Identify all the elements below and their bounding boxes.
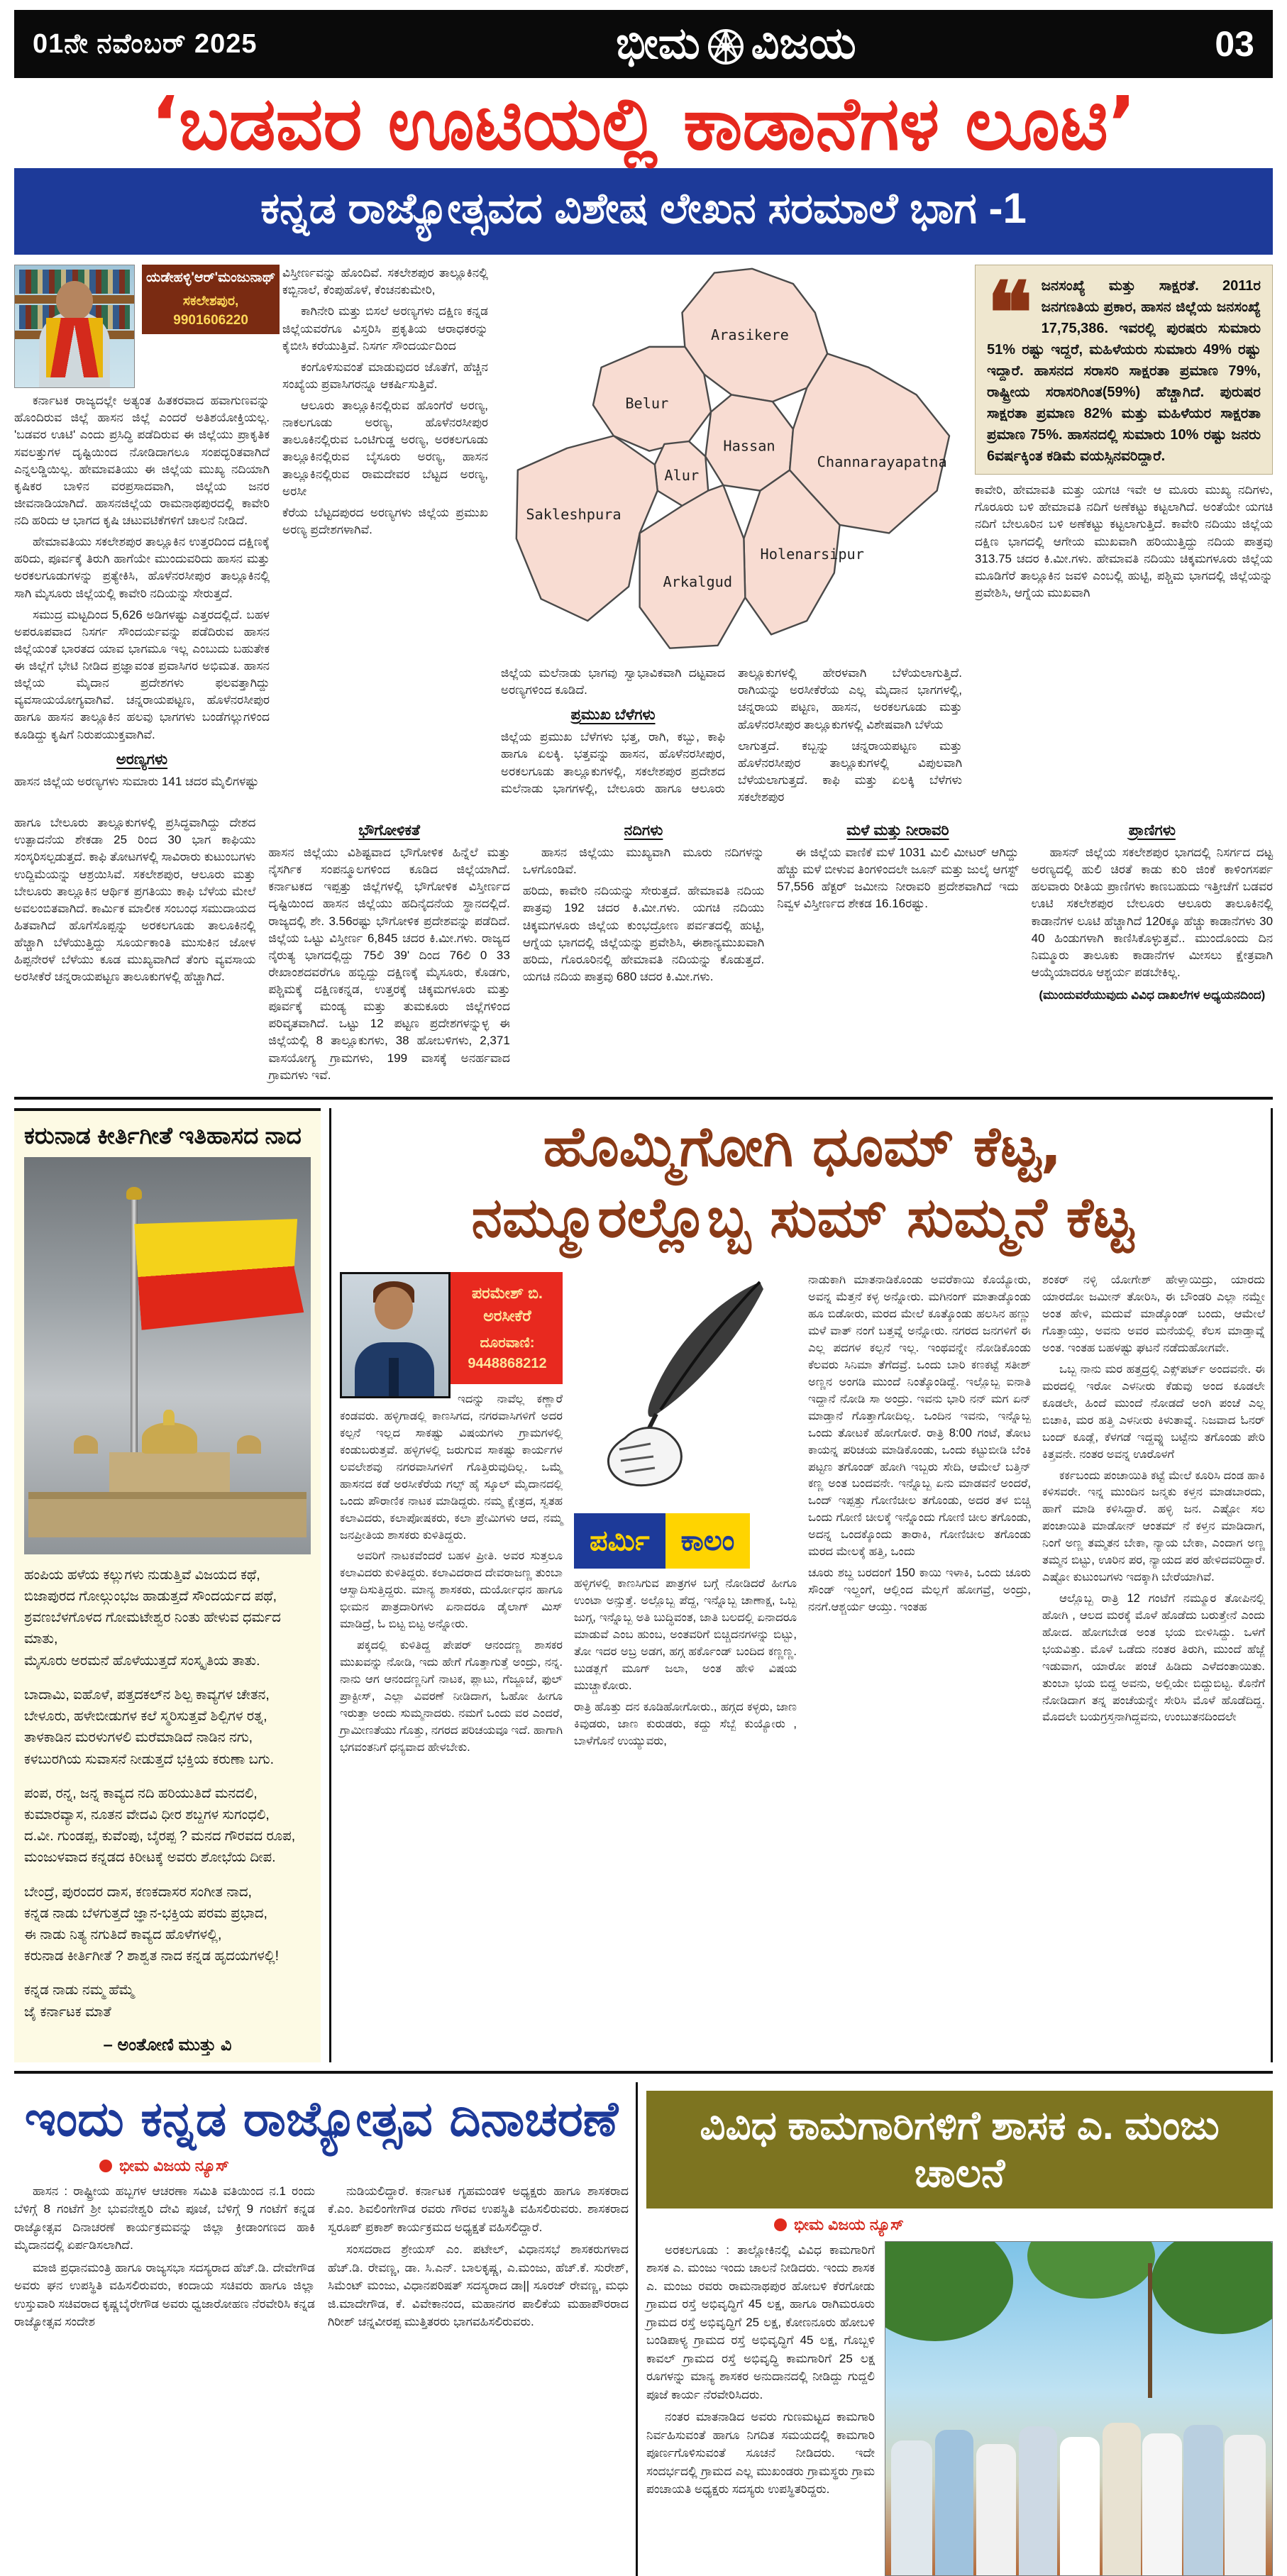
body-paragraph: ಸಂಸದರಾದ ಶ್ರೇಯಸ್ ಎಂ. ಪಟೇಲ್, ವಿಧಾನಸಭೆ ಶಾಸಕರುಗಳಾದ ಹೆಚ್.ಡಿ. ರೇವಣ್ಣ, ಡಾ. ಸಿ.ಎನ್. ಬಾಲಕೃಷ್ಣ, ಎ.ಮಂಜು, ಹೆಚ್.ಕೆ. ಸುರೇಶ್, ಸಿಮೆಂಟ್ ಮಂಜು, ವಿಧಾನಪರಿಷತ್ ಸದಸ್ಯರಾದ ಡಾ|| ಸೂರಜ್ ರೇವಣ್ಣ, ಮಧು ಜಿ.ಮಾದೇಗೌಡ, ಕೆ. ವಿವೇಕಾನಂದ, ಮಹಾನಗರ ಪಾಲಿಕೆಯ ಮಹಾಪೌರರಾದ ಗಿರೀಶ್ ಚನ್ನವೀರಪ್ಪ ಮುತ್ತಿತರರು ಭಾಗವಹಿಸಲಿರುವರು. [328,2243,629,2329]
map-label-arasikere: Arasikere [711,326,789,344]
article1-bottom-col5 [1032,814,1273,1088]
article-manju-works [638,2082,1273,2576]
brand-word-left: ಭೀಮ [616,19,700,68]
credit-text: ಭೀಮ ವಿಜಯ ನ್ಯೂಸ್ [119,2156,229,2174]
poem-stanza-1: ಹಂಪಿಯ ಹಳೆಯ ಕಲ್ಲುಗಳು ನುಡುತ್ತಿವೆ ವಿಜಯದ ಕಥೆ, ಬಿಜಾಪುರದ ಗೋಲ್ಗುಂಭಜ ಹಾಡುತ್ತದೆ ಸೌಂದರ್ಯದ ಪಥೆ, ಶ್ರವಣಬೆಳಗೊಳದ ಗೋಮಟೇಶ್ವರ ನಿಂತು ಹೇಳುವ ಧರ್ಮದ ಮಾತು, ಮೈಸೂರು ಅರಮನೆ ಹೊಳೆಯುತ್ತದೆ ಸಂಸ್ಕೃತಿಯ ತಾತು. [24,1566,281,1669]
hassan-district-map [501,265,962,662]
author-photo-manjunath [14,265,135,388]
author-name: ಯಡೇಹಳ್ಳಿ'ಆರ್'ಮಂಜುನಾಥ್ [146,270,276,285]
body-paragraph: ಲಾಗುತ್ತದೆ. ಕಬ್ಬನ್ನು ಚನ್ನರಾಯಪಟ್ಟಣ ಮತ್ತು ಹೊಳೆನರಸೀಪುರ ತಾಲ್ಲೂಕುಗಳಲ್ಲಿ ವಿಪುಲವಾಗಿ ಬೆಳೆಯಲಾಗುತ್ತದೆ. ಕಾಫಿ ಮತ್ತು ಏಲಕ್ಕಿ ಬೆಳೆಗಳು ಸಕಲೇಶಪುರ [738,739,962,805]
quill-hand-illustration [582,1275,788,1509]
body-paragraph: ಕರ್ನಾಟಕ ರಾಜ್ಯದಲ್ಲೇ ಅತ್ಯಂತ ಹಿತಕರವಾದ ಹವಾಗುಣವನ್ನು ಹೊಂದಿರುವ ಜಿಲ್ಲೆ ಹಾಸನ ಜಿಲ್ಲೆ ಎಂದರೆ ಅತಿಶಯೋಕ್ತಿಯಲ್ಲ. 'ಬಡವರ ಊಟಿ' ಎಂದು ಪ್ರಸಿದ್ಧಿ ಪಡೆದಿರುವ ಈ ಜಿಲ್ಲೆಯು ಪ್ರಾಕೃತಿಕ ಸವಲತ್ತುಗಳ ದೃಷ್ಟಿಯಿಂದ ನೋಡಿದಾಗಲೂ ಸಂಪದ್ಭರಿತವಾಗಿದೆ ಎನ್ನಲಡ್ಡಿಯಿಲ್ಲ. ಹೇಮಾವತಿಯು ಈ ಜಿಲ್ಲೆಯ ಮುಖ್ಯ ನದಿಯಾಗಿ ಕೃಷಿಕರ ಬಾಳಿನ ವರಪ್ರಸಾದವಾಗಿ, ಜಿಲ್ಲೆಯ ಜನರ ಜೀವನಾಡಿಯಾಗಿದೆ. ಹಾಸನಜಿಲ್ಲೆಯ ರಾಮನಾಥಪುರದಲ್ಲಿ ಕಾವೇರಿ ನದಿ ಹರಿದು ಆ ಭಾಗದ ಕೃಷಿ ಚಟುವಟಿಕೆಗಳಿಗೆ ಚಾಲನೆ ನೀಡಿದೆ. [14,394,270,528]
karnataka-flag [134,1212,304,1330]
body-paragraph: ಈ ಜಿಲ್ಲೆಯ ವಾಣಿಕೆ ಮಳೆ 1031 ಮಿಲಿ ಮೀಟರ್ ಆಗಿದ್ದು ಹೆಚ್ಚು ಮಳೆ ಬೀಳುವ ತಿಂಗಳಿಂದಲೇ ಜೂನ್ ಮತ್ತು ಜುಲೈ ಆಗಸ್ಟ್ 57,556 ಹೆಕ್ಟರ್ ಜಮೀನು ನೀರಾವರಿ ಪ್ರದೇಶವಾಗಿದೆ ಇದು ನಿವ್ವಳ ವಿಸ್ತೀರ್ಣದ ಶೇಕಡ 16.16ರಷ್ಟು. [777,846,1019,911]
poem-text [24,1564,311,2023]
body-paragraph: ಕಾವೇರಿ, ಹೇಮಾವತಿ ಮತ್ತು ಯಗಚಿ ಇವೇ ಆ ಮೂರು ಮುಖ್ಯ ನದಿಗಳು, ಗೊರೂರು ಬಳಿ ಹೇಮಾವತಿ ನದಿಗೆ ಅಣೆಕಟ್ಟು ಕಟ್ಟಲಾಗಿದೆ. ಅಂತೆಯೇ ಯಗಚಿ ನದಿಗೆ ಬೇಲೂರಿನ ಬಳಿ ಅಣೆಕಟ್ಟು ಕಟ್ಟಲಾಗುತ್ತಿದೆ. ಕಾವೇರಿ ನದಿಯು ಜಿಲ್ಲೆಯ ದಕ್ಷಿಣ ಭಾಗದಲ್ಲಿ ಆಗೇಯ ಮುಖವಾಗಿ ಹರಿಯುತ್ತಿದ್ದು ನದಿಯ ಪಾತ್ರವು 313.75 ಚದರ ಕಿ.ಮೀ.ಗಳು. ಹೇಮಾವತಿ ನದಿಯು ಚಿಕ್ಕಮಗಳೂರು ಜಿಲ್ಲೆಯ ಮೂಡಿಗೆರೆ ತಾಲ್ಲೂಕಿನ ಜವಳಿ ಎಂಬಲ್ಲಿ ಹುಟ್ಟಿ, ಪಶ್ಚಿಮ ಭಾಗದಲ್ಲಿ ಜಿಲ್ಲೆಯನ್ನು ಪ್ರವೇಶಿಸಿ, ಆಗ್ನೆಯ ಮುಖವಾಗಿ [975,483,1273,599]
body-paragraph: ಇದನ್ನು ನಾವೆಲ್ಲ ಕಣ್ಣಾರೆ ಕಂಡವರು. ಹಳ್ಳಿಗಾಡಲ್ಲಿ ಕಾಣಸಿಗದ, ನಗರವಾಸಿಗಳಿಗೆ ಅದರ ಕಲ್ಪನೆ ಇಲ್ಲದ ಸಾಕಷ್ಟು ವಿಷಯಗಳು ಗ್ರಾಮಗಳಲ್ಲಿ ಕಂಡುಬರುತ್ತವೆ. ಹಳ್ಳಿಗಳಲ್ಲಿ ಜರುಗುವ ಸಾಕಷ್ಟು ಕಾರ್ಯಗಳ ಲವಲೇಶವು ನಗರವಾಸಿಗಳಿಗೆ ಗೊತ್ತಿರುವುದಿಲ್ಲ. ಒಮ್ಮೆ ಹಾಸನದ ಕಡೆ ಅರಸೀಕೆರೆಯ ಗಲ್ಸ್ ಹೈ ಸ್ಕೂಲ್ ಮೈದಾನದಲ್ಲಿ ಒಂದು ಪೌರಾಣಿಕ ನಾಟಕ ಮಾಡಿದ್ದರು. ನಮ್ಮ ಕ್ಷೇತ್ರದ, ಸ್ವತಹ ಕಲಾವಿದರು, ಕಲಾಪೋಷಕರು, ಕಲಾ ಪ್ರೇಮಿಗಳು ಆದ, ನಮ್ಮ ಜನಪ್ರೀತಿಯ ಶಾಸಕರು ಕುಳಿತಿದ್ದರು. [340,1393,563,1542]
body-paragraph: ಹಾಸನ ಜಿಲ್ಲೆಯು ಮುಖ್ಯವಾಗಿ ಮೂರು ನದಿಗಳನ್ನು ಒಳಗೊಂಡಿವೆ. [522,846,765,877]
article1-byline-box [142,265,280,334]
taluk-shape-sakleshpura [517,436,658,621]
body-paragraph: ಆಲೂರು ತಾಲ್ಲೂಕಿನಲ್ಲಿರುವ ಹೊಂಗೆರೆ ಅರಣ್ಯ, ನಾಕಲಗೂಡು ಅರಣ್ಯ, ಹೊಳೆನರಸೀಪುರ ತಾಲೂಕಿನಲ್ಲಿರುವ ಒಂಟಿಗುಡ್ಡ ಅರಣ್ಯ, ಅರಕಲಗೂಡು ತಾಲ್ಲೂಕಿನಲ್ಲಿರುವ ಬೈಸೂರು ಅರಣ್ಯ, ಹಾಸನ ತಾಲ್ಲೂಕಿನಲ್ಲಿರುವ ರಾಮದೇವರ ಬೆಟ್ಟದ ಅರಣ್ಯ, ಅರಸೀ [282,399,488,498]
poem-title: ಕರುನಾಡ ಕೀರ್ತಿಗೀತೆ ಇತಿಹಾಸದ ನಾದ [24,1122,302,1149]
article1-column3 [501,665,962,806]
flag-stick [1148,2263,1152,2398]
rajyotsava-col1 [14,2182,315,2335]
poem-stanza-3: ಪಂಪ, ರನ್ನ, ಜನ್ನ ಕಾವ್ಯದ ನದಿ ಹರಿಯುತಿದೆ ಮನದಲಿ, ಕುಮಾರವ್ಯಾಸ, ನೂತನ ವೇದವಿ ಧೀರ ಶಬ್ದಗಳ ಸುಗಂಧಲಿ, ದ.ವೀ. ಗುಂಡಪ್ಪ, ಕುವೆಂಪು, ಬೈರಪ್ಪ ? ಮನದ ಗೌರವದ ರೂಪ, ಮಂಜುಳವಾದ ಕನ್ನಡದ ಕಿರೀಟಕ್ಕೆ ಅವರು ಶೋಭೆಯ ದೀಪ. [24,1785,296,1866]
map-label-channarayapatna: Channarayapatna [817,453,947,471]
population-pull-quote [975,265,1273,475]
body-paragraph: ನಾಡುಕಾಗಿ ಮಾತನಾಡಿಕೊಂಡು ಅವರೆಕಾಯಿ ಕೊಯ್ಯೋರು, ಅವನ್ನ ಮೆತ್ತನೆ ಕಳ್ಳ ಅನ್ನೋರು. ಮಗಿನಂಗ್ ಮಾತಾಡ್ಕೊಂಡು ಹೂ ಬಿಡೋರು, ಮರದ ಮೇಲೆ ಕೂತ್ಕೊಂಡು ಹಲಸಿನ ಹಣ್ಣು ಮಳೆ ವಾತ್ ನಂಗೆ ಬತ್ತವ್ನೆ ಅನ್ನೋರು. ನಗರದ ಜನಗಳಿಗೆ ಈ ಎಲ್ಲ ಪದಗಳ ಕಲ್ಪನೆ ಇಲ್ಲ. ಇಂಥವನ್ನೇ ನೋಡಿಕೊಂಡು ಕೆಲವರು ಸಿನಿಮಾ ತೆಗೆದವ್ರೆ. ಒಂದು ಬಾರಿ ಕಣಕಟ್ಟೆ ಸತೀಶ್ ಅಣ್ಣನ ಅಂಗಡಿ ಮುಂದೆ ನಿಂತ್ಕೊಂಡಿದ್ದೆ. ಇಲ್ಲೊಬ್ಬ ಐನಾತಿ ಇದ್ದಾನೆ ನೋಡಿ ಸಾ ಅಂದ್ರು. ಇವನು ಭಾರಿ ನನ್ ಮಗ ಏನ್ ಮಾಡ್ತಾನೆ ಗೊತ್ತಾಗೋದಿಲ್ಲ. ಒಂದಿನ ಇವನು, ಇನ್ನೊಬ್ಬ ಒಂದು ತೋಟಕೆ ಹೋಗೋರೆ. ರಾತ್ರಿ 8:00 ಗಂಟೆ, ತೋಟ ಕಾಯನ್ನ ಪರಿಚಯ ಮಾಡಿಕೊಂಡು, ಒಂದು ಕಟ್ಟುಬೀಡಿ ಬೆಂಕಿ ಪಟ್ಟಣ ತಗೊಂಡ್ ಹೋಗಿ ಇಬ್ಬರು ಸೇದಿ, ಆಮೇಲೆ ಬತ್ತಿನ್ ಕಣ್ಣ ಅಂತ ಬಂದವನೇ. ಇನ್ನೊಬ್ಬ ಏನು ಮಾಡವನೆ ಅಂದರೆ, ಒಂದ್ ಇಪ್ಪತ್ತು ಗೋಣಿಚೀಲ ತಗೊಂಡು, ಅದರ ತಳ ಬಿಚ್ಚಿ ಒಂದು ಗೋಣಿ ಚೀಲಕ್ಕೆ ಇನ್ನೊಂದು ಗೋಣಿ ಚೀಲ ತಗೊಂಡು, ಅದನ್ನ ಒಂದಕ್ಕೊಂದು ತಾರಾಕಿ, ಗೋಣಿಚೀಲ ತಗೊಂಡು ಮರದ ಮೇಲಕ್ಕೆ ಹತ್ತಿ, ಒಂದು [808,1273,1031,1559]
body-paragraph: ಹಾಸನ : ರಾಷ್ಟ್ರೀಯ ಹಬ್ಬಗಳ ಆಚರಣಾ ಸಮಿತಿ ವತಿಯಿಂದ ನ.1 ರಂದು ಬೆಳಿಗ್ಗೆ 8 ಗಂಟೆಗೆ ಶ್ರೀ ಭುವನೇಶ್ವರಿ ದೇವಿ ಪೂಜೆ, ಬೆಳಿಗ್ಗೆ 9 ಗಂಟೆಗೆ ಕನ್ನಡ ರಾಜ್ಯೋತ್ಸವ ದಿನಾಚರಣೆ ಕಾರ್ಯಕ್ರಮವನ್ನು ಜಿಲ್ಲಾ ಕ್ರೀಡಾಂಗಣದ ಹಾಕಿ ಮೈದಾನದಲ್ಲಿ ಏರ್ಪಡಿಸಲಾಗಿದೆ. [14,2184,315,2252]
body-paragraph: ಕಂಗೊಳಿಸುವಂತೆ ಮಾಡುವುದರ ಜೊತೆಗೆ, ಹೆಚ್ಚಿನ ಸಂಖ್ಯೆಯ ಪ್ರವಾಸಿಗರನ್ನೂ ಆಕರ್ಷಿಸುತ್ತಿವೆ. [282,360,488,391]
masthead-bar [14,10,1273,78]
rajyotsava-headline: ಇಂದು ಕನ್ನಡ ರಾಜ್ಯೋತ್ಸವ ದಿನಾಚರಣೆ [24,2091,619,2147]
article-hassan-special [14,265,1273,1088]
continuation-note: (ಮುಂದುವರೆಯುವುದು ವಿವಿಧ ದಾಖಲೆಗಳ ಅಧ್ಯಯನದಿಂದ) [1039,988,1266,1002]
map-label-alur: Alur [664,467,700,485]
article1-column2 [282,265,488,806]
parmi-author-phone: ದೂರವಾಣಿ: 9448868212 [468,1335,547,1372]
author-photo-paramesh [340,1272,451,1398]
parmi-author-name: ಪರಮೇಶ್ ಬಿ. ಅರಸೀಕೆರೆ [471,1284,543,1325]
article1-bottom-col3 [523,814,764,1088]
subhead-rivers: ನದಿಗಳು [624,822,663,839]
middle-section [14,1108,1273,2062]
vertical-rule [329,1108,331,2062]
body-paragraph: ಒಬ್ಬ ನಾನು ಮರ ಹತ್ತದ್ರಲ್ಲಿ ಎಕ್ಸ್‌ಪರ್ಟ್ ಅಂದವನೇ. ಈ ಮರದಲ್ಲಿ ಇರೋ ಎಳನೀರು ಕೆಡುವು ಅಂದ ಕೂಡಲೇ ಕೂಡಲೇ, ಹಿಂದೆ ಮುಂದೆ ನೋಡದೆ ಅಂಗಿ ಪಂಚೆ ಎಲ್ಲ ಬಿಚಾಕಿ, ಮರ ಹತ್ತಿ ಎಳನೀರು ಕಿಳುತಾವ್ನೆ. ನಿಜವಾದ ಓನರ್ ಬಂದ್ ಕೂಡ್ಲೆ, ಕೆಳಗಡೆ ಇದ್ದವ್ನು ಬಟ್ಟೆನು ತಗೊಂಡು ಪೇರಿ ಕಿತ್ತವನೇ. ನಂತರ ಅವನ್ನ ಊರೊಳಗೆ [1042,1363,1265,1461]
parmi-colB [574,1272,797,1760]
body-paragraph: ಕಾಗಿನೇರಿ ಮತ್ತು ಬಿಸಲೆ ಅರಣ್ಯಗಳು ದಕ್ಷಿಣ ಕನ್ನಡ ಜಿಲ್ಲೆಯವರೆಗೂ ವಿಸ್ತರಿಸಿ ಪ್ರಕೃತಿಯ ಆರಾಧಕರನ್ನು ಕೈಬೀಸಿ ಕರೆಯುತ್ತಿವೆ. ನಿಸರ್ಗ ಸೌಂದರ್ಯದಿಂದ [282,304,488,353]
parmi-colC [808,1272,1031,1760]
subhead-forests: ಅರಣ್ಯಗಳು [116,751,168,768]
parmi-colA [340,1272,563,1760]
body-paragraph: ಚೂರು ಶಬ್ದ ಬರದಂಗೆ 150 ಕಾಯಿ ಇಳಾಕಿ, ಒಂದು ಚೂರು ಸೌಂಡ್ ಇಲ್ದಂಗೆ, ಆಲ್ಲಿಂದ ಮೆಲ್ಲಗೆ ಹೋಗವ್ರೆ, ಅಂದ್ರು, ನನಗೆ.ಆಶ್ಚರ್ಯ ಆಯ್ತು. ಇಂತಹ [808,1566,1031,1613]
issue-date: 01ನೇ ನವೆಂಬರ್ 2025 [33,28,258,59]
body-paragraph: ಹರಿದು, ಕಾವೇರಿ ನದಿಯನ್ನು ಸೇರುತ್ತದೆ. ಹೇಮಾವತಿ ನದಿಯ ಪಾತ್ರವು 192 ಚದರ ಕಿ.ಮೀ.ಗಳು. ಯಗಚಿ ನದಿಯು ಚಿಕ್ಕಮಗಳೂರು ಜಿಲ್ಲೆಯ ಕುಂಭದ್ರೋಣ ಪರ್ವತದಲ್ಲಿ ಹುಟ್ಟಿ, ಆಗ್ನೆಯ ಭಾಗದಲ್ಲಿ ಜಿಲ್ಲೆಯನ್ನು ಪ್ರವೇಶಿಸಿ, ಈಶಾನ್ಯಮುಖವಾಗಿ ಹರಿದು, ಗೊರೂರಿನಲ್ಲಿ ಹೇಮಾವತಿ ನದಿಯನ್ನು ಕೊಡುತ್ತದೆ. ಯಗಚಿ ನದಿಯ ಪಾತ್ರವು 680 ಚದರ ಕಿ.ಮೀ.ಗಳು. [522,884,765,983]
article1-column5 [975,265,1273,806]
body-paragraph: ಶಂಕರ್ ನಳ್ಳಿ ಯೋಗೇಶ್ ಹೇಳ್ತಾಯಿದ್ರು, ಯಾರದು ಯಾರದೋ ಜಮೀನ್ ತೋರಿಸಿ, ಈ ಬೌಂಡರಿ ಎಲ್ಲಾ ನಮ್ದೇ ಅಂತ ಹೇಳಿ, ಮದುವೆ ಮಾಡ್ಕೊಂಡ್ ಬಂದು, ಆಮೇಲೆ ಗೊತ್ತಾಯ್ತು, ಅವನು ಅವರ ಮನೆಯಲ್ಲಿ ಕೆಲಸ ಮಾಡ್ತಾವ್ನೆ ಅಂತ. ಇಂತಹ ಬಹಳಷ್ಟು ಘಟನೆ ನಡೆದುಹೋಗವೇ. [1042,1273,1265,1355]
body-paragraph: ಮಾಜಿ ಪ್ರಧಾನಮಂತ್ರಿ ಹಾಗೂ ರಾಜ್ಯಸಭಾ ಸದಸ್ಯರಾದ ಹೆಚ್.ಡಿ. ದೇವೇಗೌಡ ಅವರು ಘನ ಉಪಸ್ಥಿತಿ ವಹಿಸಲಿರುವರು, ಕಂದಾಯ ಸಚಿವರು ಹಾಗೂ ಜಿಲ್ಲಾ ಉಸ್ತುವಾರಿ ಸಚಿವರಾದ ಕೃಷ್ಣಬೈರೇಗೌಡ ಅವರು ಧ್ವಜಾರೋಹಣ ನೆರವೇರಿಸಿ ಕನ್ನಡ ರಾಜ್ಯೋತ್ಸವ ಸಂದೇಶ [14,2260,315,2329]
poem-stanza-2: ಬಾದಾಮಿ, ಐಹೊಳೆ, ಪತ್ತದಕಲ್‌ನ ಶಿಲ್ಪ ಕಾವ್ಯಗಳ ಚೇತನ, ಬೇಳೂರು, ಹಳೇಬೀಡುಗಳ ಕಲೆ ಸ್ಮರಿಸುತ್ತವೆ ಶಿಲ್ಪಿಗಳ ರತ್ನ, ತಾಳಕಾಡಿನ ಮರಳುಗಳಲಿ ಮರೆಮಾಡಿದೆ ನಾಡಿನ ನಗು, ಕಳಬುರಗಿಯ ಸುವಾಸನೆ ನೀಡುತ್ತದೆ ಭಕ್ತಿಯ ಕರುಣಾ ಬಗು. [24,1686,275,1767]
section-divider [14,1097,1273,1100]
poem-stanza-5: ಕನ್ನಡ ನಾಡು ನಮ್ಮ ಹೆಮ್ಮೆ ಜೈ ಕರ್ನಾಟಕ ಮಾತೆ [24,1982,135,2020]
news-credit [774,2216,1273,2234]
event-group-photo [885,2241,1273,2576]
body-paragraph: ಜಿಲ್ಲೆಯ ಮಲೆನಾಡು ಭಾಗವು ಸ್ವಾಭಾವಿಕವಾಗಿ ದಟ್ಟವಾದ ಅರಣ್ಯಗಳಿಂದ ಕೂಡಿದೆ. [501,666,725,697]
body-paragraph: ಸಮುದ್ರ ಮಟ್ಟದಿಂದ 5,626 ಅಡಿಗಳಷ್ಟು ಎತ್ತರದಲ್ಲಿದೆ. ಬಹಳ ಅಪರೂಪವಾದ ನಿಸರ್ಗ ಸೌಂದರ್ಯವನ್ನು ಪಡೆದಿರುವ ಹಾಸನ ಜಿಲ್ಲೆಯಂತೆ ಭಾರತದ ಯಾವ ಭಾಗಮೂ ಇಲ್ಲ ಎಂಬುದು ಬಹುತೇಕ ಈ ಜಿಲ್ಲೆಗೆ ಭೇಟಿ ನೀಡಿದ ಪ್ರಜ್ಞಾವಂತ ಪ್ರವಾಸಿಗರ ಅಭಿಮತ. ಹಾಸನ ಜಿಲ್ಲೆಯ ಮೈದಾನ ಪ್ರದೇಶಗಳು ಫಲವತ್ತಾಗಿದ್ದು ವ್ಯವಸಾಯಯೋಗ್ಯವಾಗಿವೆ. ಚನ್ನರಾಯಪಟ್ಟಣ, ಹೊಳೆನರಸೀಪುರ ಹಾಗೂ ಹಾಸನ ತಾಲ್ಲೂಕಿನ ಹಲವು ಭಾಗಗಳು ಬಂಡೆಗಲ್ಲುಗಳಿಂದ ಕೂಡಿದ್ದು ಕೃಷಿಗೆ ನಿರುಪಯುಕ್ತವಾಗಿವೆ. [14,607,270,741]
body-paragraph: ಕೆರೆಯ ಬೆಟ್ಟದಪುರದ ಅರಣ್ಯಗಳು ಜಿಲ್ಲೆಯ ಪ್ರಮುಖ ಅರಣ್ಯ ಪ್ರದೇಶಗಳಾಗಿವೆ. [282,505,488,536]
body-paragraph: ನಂತರ ಮಾತನಾಡಿದ ಅವರು ಗುಣಮಟ್ಟದ ಕಾಮಗಾರಿ ನಿರ್ವಹಿಸುವಂತೆ ಹಾಗೂ ನಿಗದಿತ ಸಮಯದಲ್ಲಿ ಕಾಮಗಾರಿ ಪೂರ್ಣಗೊಳಿಸುವಂತೆ ಸೂಚನೆ ನೀಡಿದರು. ಇದೇ ಸಂದರ್ಭದಲ್ಲಿ ಗ್ರಾಮದ ಎಲ್ಲ ಮುಖಂಡರು ಗ್ರಾಮಸ್ಥರು ಗ್ರಾಮ ಪಂಚಾಯತಿ ಅಧ್ಯಕ್ಷರು ಸದಸ್ಯರು ಉಪಸ್ಥಿತರಿದ್ದರು. [646,2410,875,2497]
badge-kaalam: ಕಾಲಂ [665,1513,751,1569]
subhead-rain-irrigation: ಮಳೆ ಮತ್ತು ನೀರಾವರಿ [846,822,949,839]
karnataka-flag-photo [24,1157,311,1554]
crowd-graphic [885,2398,1272,2575]
subhead-animals: ಪ್ರಾಣಿಗಳು [1128,822,1176,839]
newspaper-page [0,10,1287,2497]
article1-bottom-col2 [268,814,509,1088]
bullet-icon [99,2160,112,2172]
article1-bottom-col4 [777,814,1018,1088]
article1-map-column [501,265,962,806]
quote-mark-icon: ❝ [987,263,1033,364]
bullet-icon [774,2218,787,2231]
article-rajyotsava-day [14,2082,636,2576]
chakra-icon [707,26,744,62]
poem-box [14,1108,321,2062]
body-paragraph: ಹಳ್ಳಿಗಳಲ್ಲಿ ಕಾಣಸಿಗುವ ಪಾತ್ರಗಳ ಬಗ್ಗೆ ನೋಡಿದರೆ ಹೀಗೂ ಉಂಟಾ ಅನ್ಸುತ್ತೆ. ಅಲ್ಲೊಬ್ಬ ಪೆದ್ದ, ಇನ್ನೊಬ್ಬ ಚಾಣಾಕ್ಷ, ಒಬ್ಬ ಜುಗ್ಗ, ಇನ್ನೊಬ್ಬ ಅತಿ ಬುದ್ಧಿವಂತ, ಜಾತಿ ಬಲದಲ್ಲಿ ಏನಾದರೂ ಮಾಡುವೆ ಎಂಬ ಹುಂಬ, ಅಂತವರಿಗೆ ಬಿಚ್ಚಿದನಗಳನ್ನು ಬಿಟ್ಟು, ತೋ ಇದರ ಅಬ್ರ ಅಡಗ, ಹಗ್ಗ ಹರ್ಕೊಂಡ್ ಬಂದಿದ ಕಣ್ಣಣ್ಣ. ಬುಡತ್ಲಗೆ ಮೂಗ್ ಜಲಾ, ಅಂತ ಹೇಳಿ ವಿಷಯ ಮುಚ್ಚಾಕೋರು. [574,1577,797,1692]
body-paragraph: ಹಾಗೂ ಬೇಲೂರು ತಾಲ್ಲೂಕುಗಳಲ್ಲಿ ಪ್ರಸಿದ್ಧವಾಗಿದ್ದು ದೇಶದ ಉತ್ಪಾದನೆಯ ಶೇಕಡಾ 25 ರಿಂದ 30 ಭಾಗ ಕಾಫಿಯು ಸಂಸ್ಕರಿಸಲ್ಪಡುತ್ತದೆ. ಕಾಫಿ ತೋಟಗಳಲ್ಲಿ ಸಾವಿರಾರು ಕುಟುಂಬಗಳು ಉದ್ದಿಮೆಯನ್ನು ಆಶ್ರಯಿಸಿವೆ. ಸಕಲೇಶಪುರ, ಆಲೂರು ಮತ್ತು ಬೇಲೂರು ತಾಲ್ಲೂಕಿನ ಆರ್ಥಿಕ ಪ್ರಗತಿಯು ಕಾಫಿ ಬೆಳೆಯ ಮೇಲೆ ಅವಲಂಬಿತವಾಗಿದೆ. ಕಾರ್ಮಿಕ ಮಾಲೀಕ ಸಂಬಂಧ ಸಮುದಾಯದ ಹಿತವಾಗಿದೆ ಹೊಗೆಸೊಪ್ಪನ್ನು ಅರಕಲಗೂಡು ತಾಲೂಕಿನಲ್ಲಿ ಹೆಚ್ಚಾಗಿ ಬೆಳೆಯುತ್ತಿದ್ದು ಸೂರ್ಯಕಾಂತಿ ಮುಸುಕಿನ ಜೋಳ ಹಿಪ್ಪನೇರಳೆ ಬೆಳೆಯು ಕೂಡ ಮುಖ್ಯವಾಗಿದೆ ತೆಂಗು ವ್ಯವಸಾಯ ಅರಸೀಕೆರೆ ಚನ್ನರಾಯಪಟ್ಟಣ ತಾಲೂಕುಗಳಲ್ಲಿ ಹೆಚ್ಚಾಗಿದೆ. [14,816,256,984]
body-paragraph: ನುಡಿಯಲಿದ್ದಾರೆ. ಕರ್ನಾಟಕ ಗೃಹಮಂಡಳಿ ಅಧ್ಯಕ್ಷರು ಹಾಗೂ ಶಾಸಕರಾದ ಕೆ.ಎಂ. ಶಿವಲಿಂಗೇಗೌಡ ರವರು ಗೌರವ ಉಪಸ್ಥಿತಿ ವಹಿಸಲಿರುವರು. ಶಾಸಕರಾದ ಸ್ವರೂಪ್ ಪ್ರಕಾಶ್ ಕಾರ್ಯಕ್ರಮದ ಅಧ್ಯಕ್ಷತೆ ವಹಿಸಲಿದ್ದಾರೆ. [328,2184,629,2234]
tree-graphic [885,2241,1013,2341]
lead-headline: ‘ಬಡವರ ಊಟಿಯಲ್ಲಿ ಕಾಡಾನೆಗಳ ಲೂಟಿ’ [150,80,1137,167]
kannada-scarf [46,318,103,377]
page-number: 03 [1215,24,1254,64]
body-paragraph: ವಿಸ್ತೀರ್ಣವನ್ನು ಹೊಂದಿವೆ. ಸಕಲೇಶಪುರ ತಾಲ್ಲೂಕಿನಲ್ಲಿ ಕಬ್ಬಿನಾಲೆ, ಕೆಂಪುಹೊಳೆ, ಕೆಂಚನಕುಮೇರಿ, [282,266,488,297]
body-paragraph: ಜಿಲ್ಲೆಯ ಪ್ರಮುಖ ಬೆಳೆಗಳು ಭತ್ತ, ರಾಗಿ, ಕಬ್ಬು, ಕಾಫಿ ಹಾಗೂ ಏಲಕ್ಕಿ. ಭತ್ತವನ್ನು ಹಾಸನ, ಹೊಳೆನರಸೀಪುರ, ಅರಕಲಗೂಡು ತಾಲ್ಲೂಕುಗಳಲ್ಲಿ, ಸಕಲೇಶಪುರ ಪ್ರದೇಶದ ಮಲೆನಾಡು ಭಾಗಗಳಲ್ಲಿ, ಬೇಲೂರು ಹಾಗೂ ಆಲೂರು ತಾಲ್ಲೂಕುಗಳಲ್ಲಿ ಹೇರಳವಾಗಿ ಬೆಳೆಯಲಾಗುತ್ತಿದೆ. ರಾಗಿಯನ್ನು ಅರಸೀಕೆರೆಯ ಎಲ್ಲ ಮೈದಾನ ಭಾಗಗಳಲ್ಲಿ, ಚನ್ನರಾಯ ಪಟ್ಟಣ, ಹಾಸನ, ಅರಕಲಗೂಡು ಮತ್ತು ಹೊಳೆನರಸೀಪುರ ತಾಲ್ಲೂಕುಗಳಲ್ಲಿ ವಿಶೇಷವಾಗಿ ಬೆಳೆಯ [501,666,962,795]
body-paragraph: ಆಲ್ಲೊಬ್ಬ ರಾತ್ರಿ 12 ಗಂಟೆಗೆ ನಮ್ಮೂರ ತೋಪಿನಲ್ಲಿ ಹೋಗಿ , ಆಲದ ಮರಕ್ಕೆ ಮೊಳೆ ಹೊಡೆದು ಬರುತ್ತೇನೆ ಎಂದು ಹೋದ. ಹೋಗಬೇಡ ಅಂತ ಭಯ ಬೀಳಿಸಿದ್ದು. ಒಳಗೆ ಭಯವಿತ್ತು. ಮೊಳೆ ಒಡೆದು ನಂತರ ತಿರುಗಿ, ಮುಂದೆ ಹೆಜ್ಜೆ ಇಡುವಾಗ, ಯಾರೋ ಪಂಚೆ ಹಿಡಿದು ಎಳೆದಂತಾಯಿತು. ತುಂಬಾ ಭಯ ಬಿದ್ದ ಅವನು, ಅಲ್ಲಿಯೇ ಬಿದ್ದುಬಿಟ್ಟ. ಕೊನೆಗೆ ನೋಡಿದಾಗ ತನ್ನ ಪಂಚೆಯನ್ನೇ ಸೇರಿಸಿ ಮೊಳೆ ಹೊಡೆದಿದ್ದ. ಮೊದಲೇ ಬಯಗ್ರಸ್ತನಾಗಿದ್ದವನು, ಉಂಬುತನದಿಂದಲೇ [1042,1592,1265,1724]
body-paragraph: ಅವರಿಗೆ ನಾಟಕವೆಂದರೆ ಬಹಳ ಪ್ರೀತಿ. ಅವರ ಸುತ್ತಲೂ ಕಲಾವಿದರು ಕುಳಿತಿದ್ದರು. ಕಲಾವಿದರಾದ ದೇವರಾಜಣ್ಣ ತುಂಬಾ ಆಸ್ವಾದಿಸುತ್ತಿದ್ದರು. ಮಾನ್ಯ ಶಾಸಕರು, ದುರ್ಯೋಧನ ಹಾಗೂ ಭೀಮನ ಪಾತ್ರದಾರಿಗಳು ಏನಾದರೂ ಡೈಲಾಗ್ ಮಿಸ್ ಮಾಡಿದ್ರೆ, ಓ ಬಿಟ್ಟ ಬಿಟ್ಟ ಅನ್ನೋರು. [340,1549,563,1631]
news-credit [99,2157,629,2175]
bottom-section [14,2082,1273,2576]
manju-headline: ವಿವಿಧ ಕಾಮಗಾರಿಗಳಿಗೆ ಶಾಸಕ ಎ. ಮಂಜು ಚಾಲನೆ [646,2091,1273,2209]
map-label-arkalgud: Arkalgud [663,573,733,590]
author-place-phone: ಸಕಲೇಶಪುರ, 9901606220 [173,293,248,328]
body-paragraph: ಕರ್ಕಬಂದು ಪಂಚಾಯಿತಿ ಕಟ್ಟೆ ಮೇಲೆ ಕೂರಿಸಿ ದಂಡ ಹಾಕಿ ಕಳಿಸವರೇ. ಇನ್ನ ಮುಂದಿನ ಜನ್ಮಕು ಕಳ್ತನ ಮಾಡಬಾರದು, ಹಾಗೆ ಮಾಡಿ ಕಳಿಸಿದ್ದಾರೆ. ಹಳ್ಳಿ ಜನ. ಎಷ್ಟೋ ಸಲ ಪಂಚಾಯಿತಿ ಮಾಡೋನ್ ಆಂತಮ್ ನೆ ಕಳ್ತನ ಮಾಡಿದಾಗ, ನಿಂಗೆ ಅಣ್ಣ ತಮ್ಮತನ ಬೇಕಾ, ನ್ಯಾಯ ಬೇಕಾ, ಎಂದಾಗ ಅಣ್ಣ ತಮ್ಮನ ಬಿಟ್ಟು, ಊರಿನ ಪರ, ನ್ಯಾಯದ ಪರ ಹೇಳಿದವರಿದ್ದಾರೆ. ಎಷ್ಟೋ ಕುಟುಂಬಗಳು ಇದಕ್ಕಾಗಿ ಬೇರೆಯಾಗಿವೆ. [1042,1469,1265,1584]
poem-author: – ಅಂತೋಣಿ ಮುತ್ತು ವಿ [103,2035,232,2055]
section-divider [14,2071,1273,2074]
credit-text: ಭೀಮ ವಿಜಯ ನ್ಯೂಸ್ [794,2215,904,2233]
map-label-sakleshpura: Sakleshpura [526,506,622,524]
poem-stanza-4: ಬೇಂದ್ರೆ, ಪುರಂದರ ದಾಸ, ಕಣಕದಾಸರ ಸಂಗೀತ ನಾದ, ಕನ್ನಡ ನಾಡು ಬೆಳಗುತ್ತದೆ ಜ್ಞಾನ-ಭಕ್ತಿಯ ಪರಮ ಪ್ರಭಾದ, ಈ ನಾಡು ನಿತ್ಯ ನಗುತಿದೆ ಕಾವ್ಯದ ಹೊಳೆಗಳಲ್ಲಿ, ಕರುನಾಡ ಕೀರ್ತಿಗೀತೆ ? ಶಾಶ್ವತ ನಾದ ಕನ್ನಡ ಹೃದಯಗಳಲ್ಲಿ! [24,1884,280,1964]
body-paragraph: ಹಾಸನ್ ಜಿಲ್ಲೆಯ ಸಕಲೇಶಪುರ ಭಾಗದಲ್ಲಿ ನಿಸರ್ಗದ ದಟ್ಟ ಅರಣ್ಯದಲ್ಲಿ ಹುಲಿ ಚಿರತೆ ಕಾಡು ಕುರಿ ಜಿಂಕೆ ಕಾಳಿಂಗಸರ್ಪ ಹಲವಾರು ರೀತಿಯ ಪ್ರಾಣಿಗಳು ಕಾಣಬಹುದು ಇತ್ತೀಚೆಗೆ ಬಡವರ ಊಟಿ ಸಕಲೇಶಪುರ ಬೇಲೂರು ಆಲೂರು ತಾಲೂಕಿನಲ್ಲಿ ಕಾಡಾನೆಗಳ ಲೂಟಿ ಹೆಚ್ಚಾಗಿದೆ 120ಕ್ಕೂ ಹೆಚ್ಚು ಕಾಡಾನೆಗಳು 30 40 ಹಿಂಡುಗಳಾಗಿ ಕಾಣಿಸಿಕೊಳ್ಳುತ್ತವೆ.. ಮುಂದೊಂದು ದಿನ ನಿಮ್ಮೂರು ತಾಲೂಕು ಕಾಡಾನೆಗಳ ಮೀಸಲು ಕ್ಷೇತ್ರವಾಗಿ ಆಯ್ಕೆಯಾದರೂ ಆಶ್ಚರ್ಯ ಪಡಬೇಕಿಲ್ಲ. [1031,846,1274,979]
map-label-hassan: Hassan [723,437,775,455]
map-label-holenarsipur: Holenarsipur [760,546,864,563]
body-paragraph: ಹೇಮಾವತಿಯು ಸಕಲೇಶಪುರ ತಾಲ್ಲೂಕಿನ ಉತ್ತರದಿಂದ ದಕ್ಷಿಣಕ್ಕೆ ಹರಿದು, ಪೂರ್ವಕ್ಕೆ ತಿರುಗಿ ಹಾಗೆಯೇ ಮುಂದುವರಿದು ಹಾಸನ ಮತ್ತು ಅರಕಲಗೂಡುಗಳನ್ನು ಪ್ರತ್ಯೇಕಿಸಿ, ಹೊಳೆನರಸೀಪುರ ತಾಲ್ಲೂಕಿನಲ್ಲಿ ಸಾಗಿ ಮೈಸೂರು ಜಿಲ್ಲೆಯಲ್ಲಿ ಕಾವೇರಿ ನದಿಯನ್ನು ಸೇರುತ್ತದೆ. [14,535,270,600]
article1-bottom-col1 [14,814,255,1088]
author-figure [39,312,110,388]
body-paragraph: ರಾತ್ರಿ ಹೊತ್ತು ದನ ಕೂಡಿಹೋಗೋರು., ಹಗ್ಗದ ಕಳ್ಳರು, ಜಾಣ ಕಿವುಡರು, ಜಾಣ ಕುರುಡರು, ಕದ್ದು ಸೆಬ್ಬೆ ಕುಯ್ಯೋರು , ಬಾಳೆಗೊನೆ ಉಯ್ಯುವರು, [574,1700,797,1747]
manju-article-text [646,2241,875,2576]
map-label-belur: Belur [625,394,669,412]
subhead-major-crops: ಪ್ರಮುಖ ಬೆಳೆಗಳು [570,707,656,724]
body-paragraph: ಪಕ್ಕದಲ್ಲಿ ಕುಳಿತಿದ್ದ ಪೇಪರ್ ಆನಂದಣ್ಣ ಶಾಸಕರ ಮುಖವನ್ನು ನೋಡಿ, ಇದು ಹೇಗೆ ಗೊತ್ತಾಗುತ್ತೆ ಅಂದ್ರು, ನನ್ನ. ನಾನು ಆಗ ಆನಂದಣ್ಣನಿಗೆ ನಾಟಕ, ಪ್ಲಾಟು, ಗೆಜ್ಜೂಜೆ, ಫುಲ್ ಪ್ರಾಕ್ಟೀಸ್, ಎಲ್ಲಾ ವಿವರಣೆ ನೀಡಿದಾಗ, ಓಹೋ ಹೀಗೂ ಇರುತ್ತಾ ಅಂದು ಸುಮ್ಮನಾದರು. ನಮಗೆ ಒಂದು ವರ ಎಂದರೆ, ಗ್ರಾಮೀಣತೆಯು ಗೊತ್ತು, ನಗರದ ಪರಿಚಯವೂ ಇದೆ. ಹಾಗಾಗಿ ಭಗವಂತನಿಗೆ ಧನ್ಯವಾದ ಹೇಳಬೇಕು. [340,1639,563,1754]
article-parmi-column [340,1108,1273,2062]
body-paragraph: ಅರಕಲಗೂಡು : ತಾಲ್ಲೋಕಿನಲ್ಲಿ ವಿವಿಧ ಕಾಮಗಾರಿಗೆ ಶಾಸಕ ಎ. ಮಂಜು ಇಂದು ಚಾಲನೆ ನೀಡಿದರು. ಇಂದು ಶಾಸಕ ಎ. ಮಂಜು ರವರು ರಾಮನಾಥಪುರ ಹೋಬಳಿ ಕೆರಗೋಡು ಗ್ರಾಮದ ರಸ್ತೆ ಅಭಿವೃದ್ಧಿಗೆ 45 ಲಕ್ಷ, ಹಾಗೂ ರಾಗಿಮರೂರು ಗ್ರಾಮದ ರಸ್ತೆ ಅಭಿವೃದ್ಧಿಗೆ 25 ಲಕ್ಷ, ಕೋಣನೂರು ಹೋಬಳಿ ಬಂಡಿಪಾಳ್ಯ ಗ್ರಾಮದ ರಸ್ತೆ ಅಭಿವೃದ್ಧಿಗೆ 45 ಲಕ್ಷ, ಗೊಬ್ಬಳಿ ಕಾವಲ್ ಗ್ರಾಮದ ರಸ್ತೆ ಅಭಿವೃದ್ಧಿ ಕಾಮಗಾರಿಗೆ 25 ಲಕ್ಷ ರೂಗಳನ್ನು ಮಾನ್ಯ ಶಾಸಕರ ಅನುದಾನದಲ್ಲಿ ನೀಡಿದ್ದು ಗುದ್ದಲಿ ಪೂಜೆ ಕಾರ್ಯ ನೆರವೇರಿಸಿದರು. [646,2243,875,2401]
taluk-shape-arkalgud [640,485,746,648]
article1-column1 [14,265,276,806]
brand-word-right: ವಿಜಯ [751,19,856,68]
rajyotsava-col2 [328,2182,629,2335]
parmi-colD [1042,1272,1265,1760]
vidhana-soudha-graphic [24,1431,311,1537]
badge-parmi: ಪರ್ಮಿ [574,1513,665,1569]
pull-quote-text: ಜನಸಂಖ್ಯೆ ಮತ್ತು ಸಾಕ್ಷರತೆ. 2011ರ ಜನಗಣತಿಯ ಪ್ರಕಾರ, ಹಾಸನ ಜಿಲ್ಲೆಯ ಜನಸಂಖ್ಯೆ 17,75,386. ಇವರಲ್ಲಿ ಪುರಷರು ಸುಮಾರು 51% ರಷ್ಟು ಇದ್ದರೆ, ಮಹಿಳೆಯರು ಸುಮಾರು 49% ರಷ್ಟು ಇದ್ದಾರೆ. ಹಾಸನದ ಸರಾಸರಿ ಸಾಕ್ಷರತಾ ಪ್ರಮಾಣ 79%, ರಾಷ್ಟ್ರೀಯ ಸರಾಸರಿಗಿಂತ(59%) ಹೆಚ್ಚಾಗಿದೆ. ಪುರುಷರ ಸಾಕ್ಷರತಾ ಪ್ರಮಾಣ 82% ಮತ್ತು ಮಹಿಳೆಯರ ಸಾಕ್ಷರತಾ ಪ್ರಮಾಣ 75%. ಹಾಸನದಲ್ಲಿ ಸುಮಾರು 10% ರಷ್ಟು ಜನರು 6ವರ್ಷಕ್ಕಿಂತ ಕಡಿಮೆ ವಯಸ್ಸಿನವರಿದ್ದಾರೆ. [987,278,1261,465]
subhead-geography: ಭೌಗೋಳಿಕತೆ [358,822,420,839]
column-badge [574,1513,797,1569]
newspaper-title [616,18,856,70]
body-paragraph: ಹಾಸನ ಜಿಲ್ಲೆಯು ವಿಶಿಷ್ಟವಾದ ಭೌಗೋಳಿಕ ಹಿನ್ನೆಲೆ ಮತ್ತು ನೈಸರ್ಗಿಕ ಸಂಪನ್ಮೂಲಗಳಿಂದ ಕೂಡಿದ ಜಿಲ್ಲೆಯಾಗಿದೆ. ಕರ್ನಾಟಕದ ಇಪ್ಪತ್ತು ಜಿಲ್ಲೆಗಳಲ್ಲಿ ಭೌಗೋಳಿಕ ವಿಸ್ತೀರ್ಣದ ದೃಷ್ಟಿಯಿಂದ ಹಾಸನ ಜಿಲ್ಲೆಯು ಹದಿನೈದನೆಯ ಸ್ಥಾನದಲ್ಲಿದೆ. ರಾಜ್ಯದಲ್ಲಿ ಶೇ. 3.56ರಷ್ಟು ಭೌಗೋಳಿಕ ಪ್ರದೇಶವನ್ನು ಪಡೆದಿದೆ. ಜಿಲ್ಲೆಯ ಒಟ್ಟು ವಿಸ್ತೀರ್ಣ 6,845 ಚದರ ಕಿ.ಮೀ.ಗಳು. ರಾಜ್ಯದ ನೈರುತ್ಯ ಭಾಗದಲ್ಲಿದ್ದು 75ಲಿ 39' ದಿಂದ 76ಲಿ 0 33 ರೇಖಾಂಶದವರೆಗೂ ಹಬ್ಬಿದ್ದು ದಕ್ಷಿಣಕ್ಕೆ ಮೈಸೂರು, ಕೊಡಗು, ಪಶ್ಚಿಮಕ್ಕೆ ದಕ್ಷಿಣಕನ್ನಡ, ಉತ್ತರಕ್ಕೆ ಚಿಕ್ಕಮಗಳೂರು ಮತ್ತು ಪೂರ್ವಕ್ಕೆ ಮಂಡ್ಯ ಮತ್ತು ತುಮಕೂರು ಜಿಲ್ಲೆಗಳಿಂದ ಪರಿವೃತವಾಗಿದೆ. ಒಟ್ಟು 12 ಪಟ್ಟಣ ಪ್ರದೇಶಗಳನ್ನುಳ್ಳ ಈ ಜಿಲ್ಲೆಯಲ್ಲಿ 8 ತಾಲ್ಲೂಕುಗಳು, 38 ಹೋಬಳಿಗಳು, 2,371 ವಾಸಯೋಗ್ಯ ಗ್ರಾಮಗಳು, 199 ವಾಸಕ್ಕೆ ಅನರ್ಹವಾದ ಗ್ರಾಮಗಳು ಇವೆ. [268,846,510,1082]
series-band: ಕನ್ನಡ ರಾಜ್ಯೋತ್ಸವದ ವಿಶೇಷ ಲೇಖನ ಸರಮಾಲೆ ಭಾಗ -1 [14,168,1273,255]
body-paragraph: ಹಾಸನ ಜಿಲ್ಲೆಯ ಅರಣ್ಯಗಳು ಸುಮಾರು 141 ಚದರ ಮೈಲಿಗಳಷ್ಟು [14,774,259,788]
parmi-headline: ಹೊಮ್ಮಿಗೋಗಿ ಧೂಮ್ ಕೆಟ್ಟ, ನಮ್ಮೂರಲ್ಲೊಬ್ಬ ಸುಮ್ ಸುಮ್ಮನೆ ಕೆಟ್ಟ [471,1115,1134,1250]
